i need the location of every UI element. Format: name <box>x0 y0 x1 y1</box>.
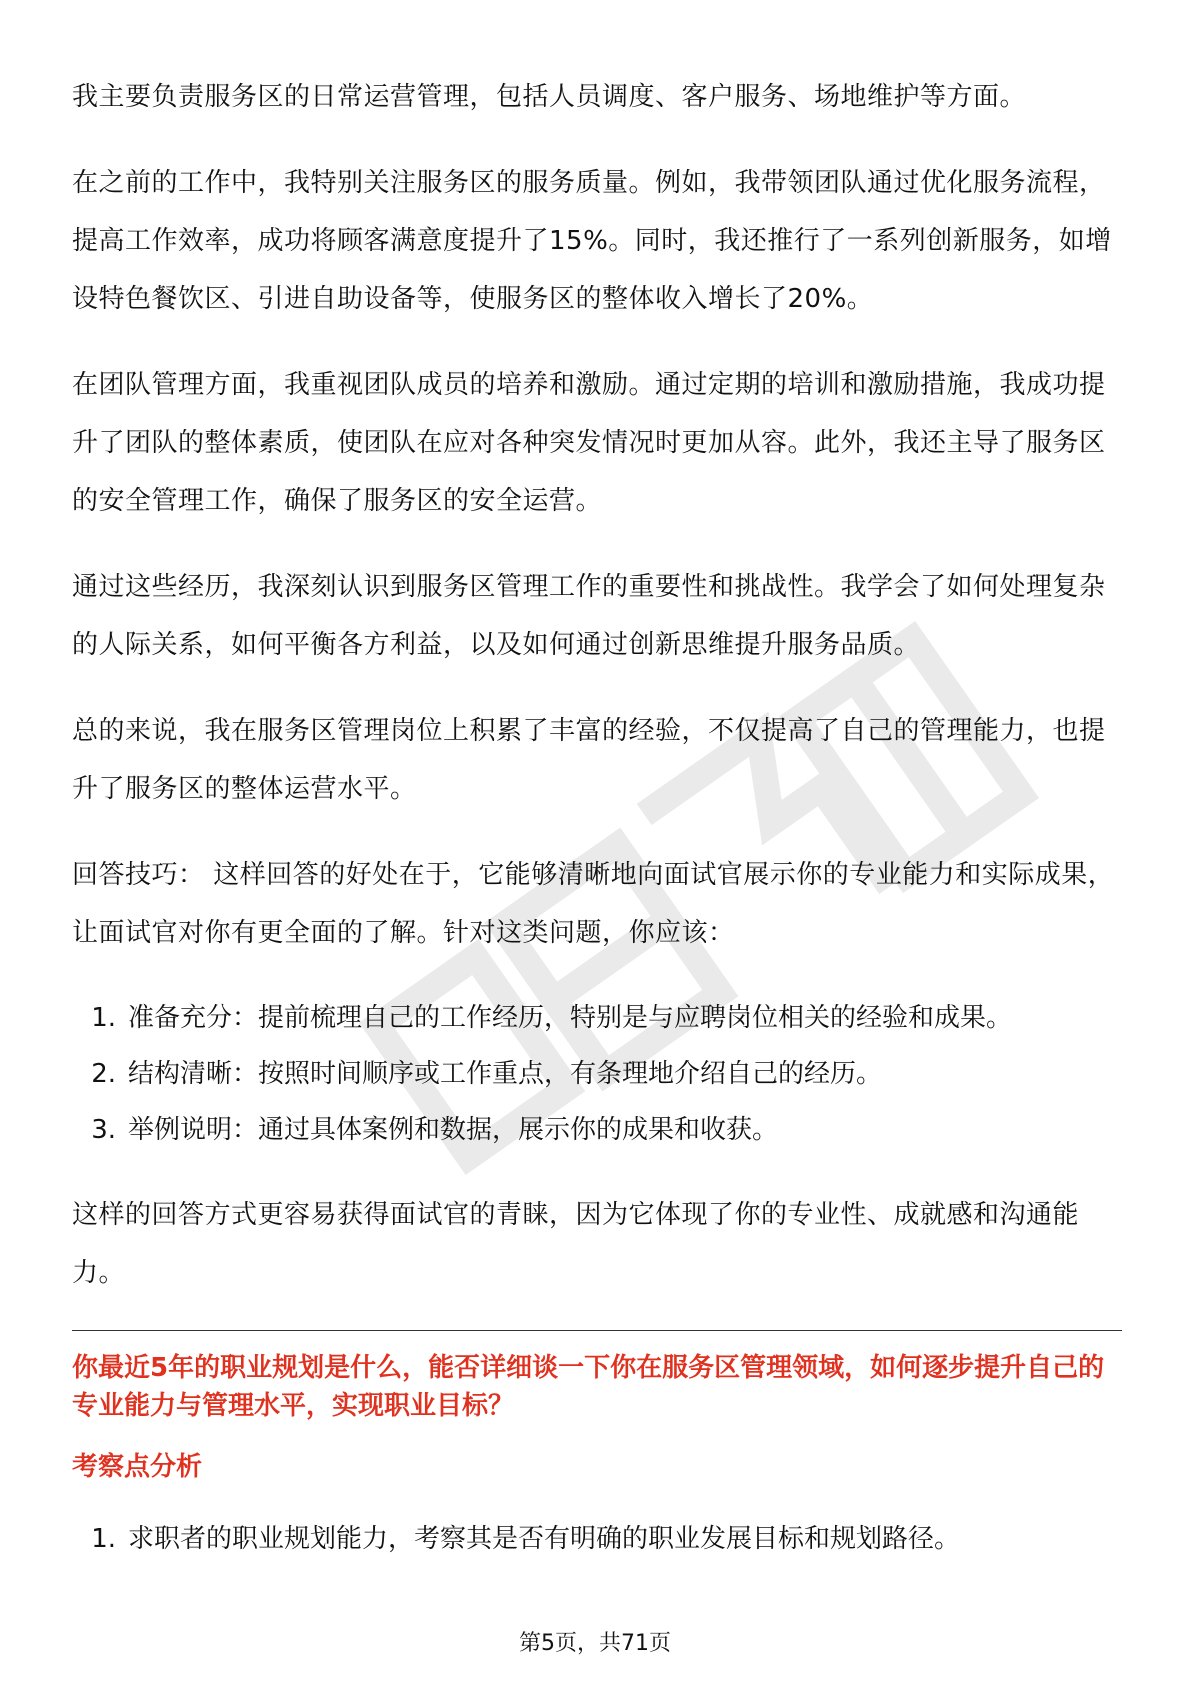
paragraph-team-management: 在团队管理方面，我重视团队成员的培养和激励。通过定期的培训和激励措施，我成功提升了团队的整体素质，使团队在应对各种突发情况时更加从容。此外，我还主导了服务区的安全管理工作，确保了服务区的安全运营。 <box>72 370 1106 516</box>
paragraph-summary: 总的来说，我在服务区管理岗位上积累了丰富的经验，不仅提高了自己的管理能力，也提升了服务区的整体运营水平。 <box>72 716 1106 804</box>
list-number: 1. <box>91 1524 116 1554</box>
paragraph-lessons-learned: 通过这些经历，我深刻认识到服务区管理工作的重要性和挑战性。我学会了如何处理复杂的人际关系，如何平衡各方利益，以及如何通过创新思维提升服务品质。 <box>72 572 1106 660</box>
list-text: 结构清晰：按照时间顺序或工作重点，有条理地介绍自己的经历。 <box>128 1059 883 1089</box>
list-number: 2. <box>91 1059 116 1089</box>
list-item <box>72 1511 1122 1567</box>
analysis-heading: 考察点分析 <box>72 1452 203 1482</box>
analysis-list <box>72 1511 1122 1567</box>
list-text: 准备充分：提前梳理自己的工作经历，特别是与应聘岗位相关的经验和成果。 <box>128 1003 1013 1033</box>
paragraph-closing: 这样的回答方式更容易获得面试官的青睐，因为它体现了你的专业性、成就感和沟通能力。 <box>72 1200 1080 1288</box>
document-page <box>72 68 1122 1595</box>
section-divider <box>72 1330 1122 1331</box>
list-text: 举例说明：通过具体案例和数据，展示你的成果和收获。 <box>128 1115 779 1145</box>
paragraph-answer-tips: 回答技巧： 这样回答的好处在于，它能够清晰地向面试官展示你的专业能力和实际成果，让面试官对你有更全面的了解。针对这类问题，你应该： <box>72 860 1115 948</box>
list-number: 1. <box>91 1003 116 1033</box>
list-item <box>72 990 1122 1046</box>
paragraph-responsibilities: 我主要负责服务区的日常运营管理，包括人员调度、客户服务、场地维护等方面。 <box>72 82 1027 112</box>
paragraph-service-quality: 在之前的工作中，我特别关注服务区的服务质量。例如，我带领团队通过优化服务流程，提高工作效率，成功将顾客满意度提升了15%。同时，我还推行了一系列创新服务，如增设特色餐饮区、引进自助设备等，使服务区的整体收入增长了20%。 <box>72 168 1112 314</box>
tips-list <box>72 990 1122 1158</box>
list-number: 3. <box>91 1115 116 1145</box>
interview-question: 你最近5年的职业规划是什么，能否详细谈一下你在服务区管理领域，如何逐步提升自己的专业能力与管理水平，实现职业目标？ <box>72 1353 1105 1421</box>
list-text: 求职者的职业规划能力，考察其是否有明确的职业发展目标和规划路径。 <box>128 1524 961 1554</box>
page-footer: 第5页，共71页 <box>519 1631 671 1656</box>
list-item <box>72 1102 1122 1158</box>
list-item <box>72 1046 1122 1102</box>
